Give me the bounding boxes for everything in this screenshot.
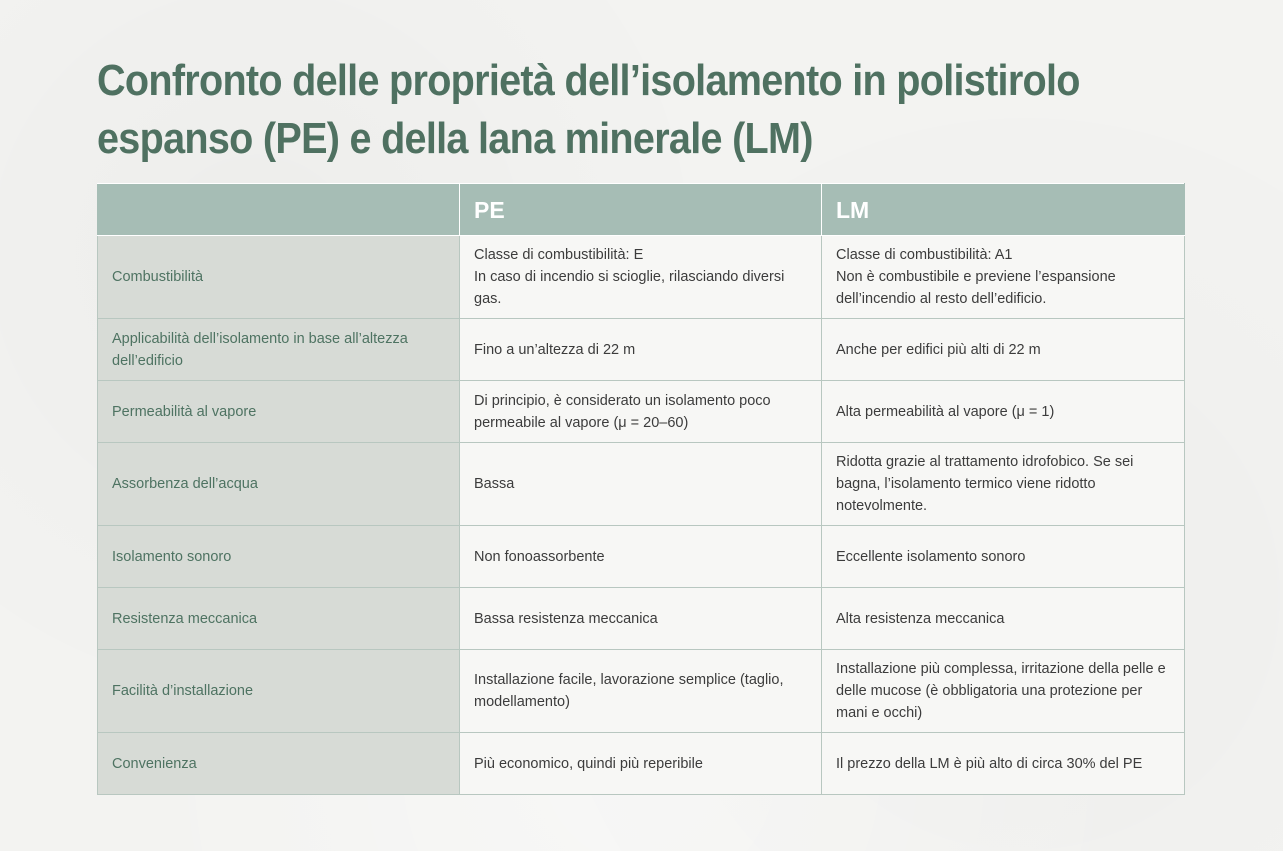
table-row [98,319,1185,381]
pe-value: Più economico, quindi più reperibile [460,733,822,795]
lm-value: Il prezzo della LM è più alto di circa 30% del PE [822,733,1185,795]
header-pe: PE [460,184,822,236]
table-row [98,526,1185,588]
lm-value: Anche per edifici più alti di 22 m [822,319,1185,381]
pe-value: Di principio, è considerato un isolamento poco permeabile al vapore (μ = 20–60) [460,381,822,443]
row-label: Convenienza [98,733,460,795]
table-row [98,236,1185,319]
row-label: Facilità d’installazione [98,650,460,733]
page-title: Confronto delle proprietà dell’isolamento in polistirolo espanso (PE) e della lana minerale (LM) [97,56,1080,163]
table-row [98,733,1185,795]
table-row [98,381,1185,443]
pe-value: Fino a un’altezza di 22 m [460,319,822,381]
row-label: Applicabilità dell’isolamento in base all’altezza dell’edificio [98,319,460,381]
lm-value: Alta permeabilità al vapore (μ = 1) [822,381,1185,443]
lm-value: Alta resistenza meccanica [822,588,1185,650]
table-row [98,443,1185,526]
pe-value: Non fonoassorbente [460,526,822,588]
table-header-row [98,184,1185,236]
header-empty-cell [98,184,460,236]
row-label: Permeabilità al vapore [98,381,460,443]
lm-value: Classe di combustibilità: A1 Non è combustibile e previene l’espansione dell’incendio al resto dell’edificio. [822,236,1185,319]
row-label: Assorbenza dell’acqua [98,443,460,526]
lm-value: Ridotta grazie al trattamento idrofobico. Se sei bagna, l’isolamento termico viene ridotto notevolmente. [822,443,1185,526]
table-row [98,650,1185,733]
pe-value: Classe di combustibilità: E In caso di incendio si scioglie, rilasciando diversi gas. [460,236,822,319]
lm-value: Installazione più complessa, irritazione della pelle e delle mucose (è obbligatoria una protezione per mani e occhi) [822,650,1185,733]
pe-value: Bassa [460,443,822,526]
row-label: Isolamento sonoro [98,526,460,588]
row-label: Combustibilità [98,236,460,319]
row-label: Resistenza meccanica [98,588,460,650]
header-lm: LM [822,184,1185,236]
lm-value: Eccellente isolamento sonoro [822,526,1185,588]
pe-value: Installazione facile, lavorazione semplice (taglio, modellamento) [460,650,822,733]
table-row [98,588,1185,650]
comparison-table [97,183,1185,795]
pe-value: Bassa resistenza meccanica [460,588,822,650]
